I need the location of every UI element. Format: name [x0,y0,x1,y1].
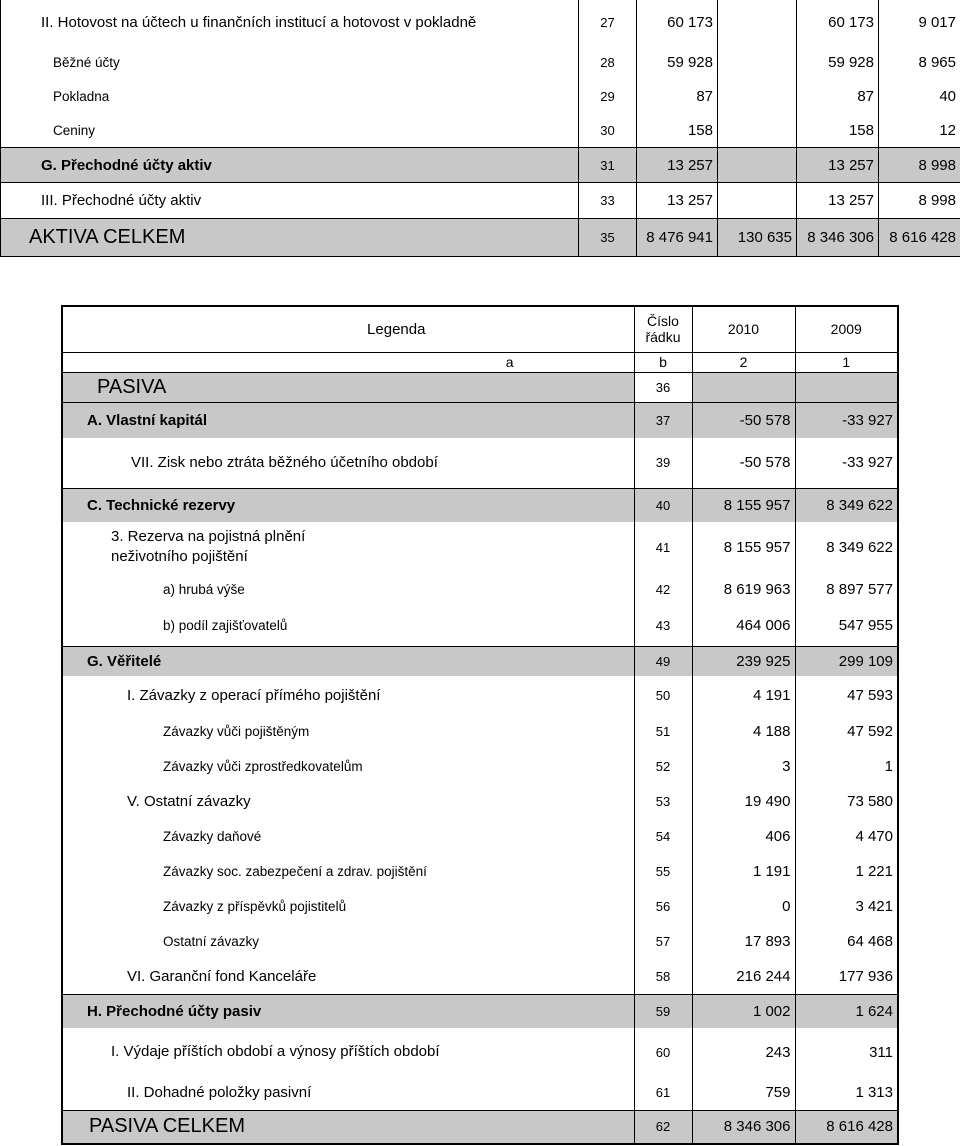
row-number: 59 [634,994,692,1028]
cell-2010 [692,372,795,402]
table-row [62,889,898,924]
row-number: 57 [634,924,692,959]
cell-net: 13 257 [797,183,879,219]
row-label: G. Přechodné účty aktiv [1,148,579,183]
cell-2010: 19 490 [692,784,795,819]
row-label: b) podíl zajišťovatelů [62,606,634,646]
aktiva-table [0,0,960,257]
table-row [62,1076,898,1110]
cell-2009: 1 624 [795,994,898,1028]
cell-2009: 73 580 [795,784,898,819]
cell-correction [718,183,797,219]
cell-correction [718,113,797,148]
row-number: 35 [579,219,637,257]
cell-net: 8 346 306 [797,219,879,257]
row-label: Závazky vůči pojištěným [62,714,634,749]
row-number: 37 [634,402,692,438]
cell-correction [718,79,797,113]
cell-2010: 8 155 957 [692,522,795,572]
cell-2009: 4 470 [795,819,898,854]
cell-gross: 8 476 941 [637,219,718,257]
cell-prev: 8 965 [879,45,960,79]
row-label: PASIVA [62,372,634,402]
row-label: Závazky vůči zprostředkovatelům [62,749,634,784]
row-label: VI. Garanční fond Kanceláře [62,959,634,994]
cell-correction [718,45,797,79]
row-label: III. Přechodné účty aktiv [1,183,579,219]
row-number: 42 [634,572,692,606]
row-number: 50 [634,676,692,714]
cell-2010: 464 006 [692,606,795,646]
row-number: 55 [634,854,692,889]
table-row [62,438,898,488]
table-row [62,749,898,784]
row-number: 28 [579,45,637,79]
row-label: I. Závazky z operací přímého pojištění [62,676,634,714]
cell-2009: 299 109 [795,646,898,676]
cell-net: 60 173 [797,0,879,45]
cell-prev: 12 [879,113,960,148]
cell-2010: 243 [692,1028,795,1076]
col-1-header: 1 [795,352,898,372]
row-number: 52 [634,749,692,784]
legend-header: Legenda [62,306,634,352]
cell-2009: 1 313 [795,1076,898,1110]
cell-2010: 0 [692,889,795,924]
cell-2009: 3 421 [795,889,898,924]
table-row [62,572,898,606]
row-number: 49 [634,646,692,676]
row-label: PASIVA CELKEM [62,1110,634,1144]
row-label: II. Dohadné položky pasivní [62,1076,634,1110]
cell-2009: 8 349 622 [795,522,898,572]
cell-2010: 406 [692,819,795,854]
row-number: 53 [634,784,692,819]
row-label: V. Ostatní závazky [62,784,634,819]
row-label: I. Výdaje příštích období a výnosy příštích období [62,1028,634,1076]
row-label: Závazky z příspěvků pojistitelů [62,889,634,924]
table-row [1,148,960,183]
table-row [62,959,898,994]
cell-2009: 177 936 [795,959,898,994]
table-row [62,854,898,889]
cell-2010: 8 346 306 [692,1110,795,1144]
cell-2010: -50 578 [692,402,795,438]
cell-prev: 9 017 [879,0,960,45]
cell-2010: -50 578 [692,438,795,488]
table-row [1,79,960,113]
row-number: 31 [579,148,637,183]
year-2009-header: 2009 [795,306,898,352]
table-row-total [1,219,960,257]
row-number: 39 [634,438,692,488]
cell-gross: 87 [637,79,718,113]
table-row [1,0,960,45]
cell-net: 87 [797,79,879,113]
row-number-header: Číslo řádku [634,306,692,352]
row-label: Závazky daňové [62,819,634,854]
cell-gross: 59 928 [637,45,718,79]
row-label: Ostatní závazky [62,924,634,959]
table-row [62,1028,898,1076]
table-row [1,113,960,148]
cell-prev: 8 616 428 [879,219,960,257]
table-row [62,646,898,676]
row-label: Závazky soc. zabezpečení a zdrav. pojištění [62,854,634,889]
cell-2009: 8 616 428 [795,1110,898,1144]
row-number: 33 [579,183,637,219]
header-row [62,306,898,352]
cell-2010: 216 244 [692,959,795,994]
row-number: 43 [634,606,692,646]
table-row [62,784,898,819]
row-number: 51 [634,714,692,749]
cell-2009: 8 897 577 [795,572,898,606]
row-number: 62 [634,1110,692,1144]
table-row-total [62,1110,898,1144]
cell-gross: 13 257 [637,183,718,219]
col-2-header: 2 [692,352,795,372]
cell-2010: 759 [692,1076,795,1110]
cell-2009: 311 [795,1028,898,1076]
row-label: Ceniny [1,113,579,148]
row-label: II. Hotovost na účtech u finančních institucí a hotovost v pokladně [1,0,579,45]
row-label: A. Vlastní kapitál [62,402,634,438]
cell-2009: 8 349 622 [795,488,898,522]
table-row [62,676,898,714]
table-row [1,183,960,219]
row-number: 60 [634,1028,692,1076]
row-number: 41 [634,522,692,572]
row-label: 3. Rezerva na pojistná plnění neživotního pojištění [62,522,634,572]
cell-prev: 8 998 [879,183,960,219]
row-label: Pokladna [1,79,579,113]
row-number: 29 [579,79,637,113]
cell-net: 158 [797,113,879,148]
row-number: 40 [634,488,692,522]
cell-2009 [795,372,898,402]
row-label: G. Věřitelé [62,646,634,676]
row-number: 54 [634,819,692,854]
table-row [62,606,898,646]
cell-2009: -33 927 [795,402,898,438]
cell-correction [718,0,797,45]
row-number: 61 [634,1076,692,1110]
col-a-header: a [62,352,634,372]
cell-2009: 547 955 [795,606,898,646]
table-row [62,402,898,438]
row-number: 36 [634,372,692,402]
row-label: AKTIVA CELKEM [1,219,579,257]
row-number: 27 [579,0,637,45]
year-2010-header: 2010 [692,306,795,352]
col-b-header: b [634,352,692,372]
header-row-letters [62,352,898,372]
row-label: Běžné účty [1,45,579,79]
cell-net: 13 257 [797,148,879,183]
cell-2009: 47 593 [795,676,898,714]
table-row [1,45,960,79]
cell-prev: 40 [879,79,960,113]
table-row [62,714,898,749]
cell-gross: 60 173 [637,0,718,45]
cell-gross: 158 [637,113,718,148]
cell-2010: 1 191 [692,854,795,889]
cell-2009: 1 [795,749,898,784]
row-number: 30 [579,113,637,148]
table-row [62,819,898,854]
table-row [62,488,898,522]
cell-2010: 4 191 [692,676,795,714]
row-number: 56 [634,889,692,924]
cell-2010: 8 155 957 [692,488,795,522]
cell-2010: 1 002 [692,994,795,1028]
table-row [62,924,898,959]
cell-prev: 8 998 [879,148,960,183]
cell-correction [718,148,797,183]
cell-net: 59 928 [797,45,879,79]
cell-gross: 13 257 [637,148,718,183]
table-row [62,372,898,402]
cell-2010: 4 188 [692,714,795,749]
row-label: H. Přechodné účty pasiv [62,994,634,1028]
cell-2010: 17 893 [692,924,795,959]
table-row [62,522,898,572]
table-row [62,994,898,1028]
row-label: VII. Zisk nebo ztráta běžného účetního období [62,438,634,488]
row-number: 58 [634,959,692,994]
cell-2009: -33 927 [795,438,898,488]
row-label: a) hrubá výše [62,572,634,606]
cell-2009: 64 468 [795,924,898,959]
pasiva-table [61,305,899,1145]
row-label: C. Technické rezervy [62,488,634,522]
cell-correction: 130 635 [718,219,797,257]
cell-2010: 3 [692,749,795,784]
cell-2009: 1 221 [795,854,898,889]
cell-2010: 239 925 [692,646,795,676]
cell-2009: 47 592 [795,714,898,749]
cell-2010: 8 619 963 [692,572,795,606]
